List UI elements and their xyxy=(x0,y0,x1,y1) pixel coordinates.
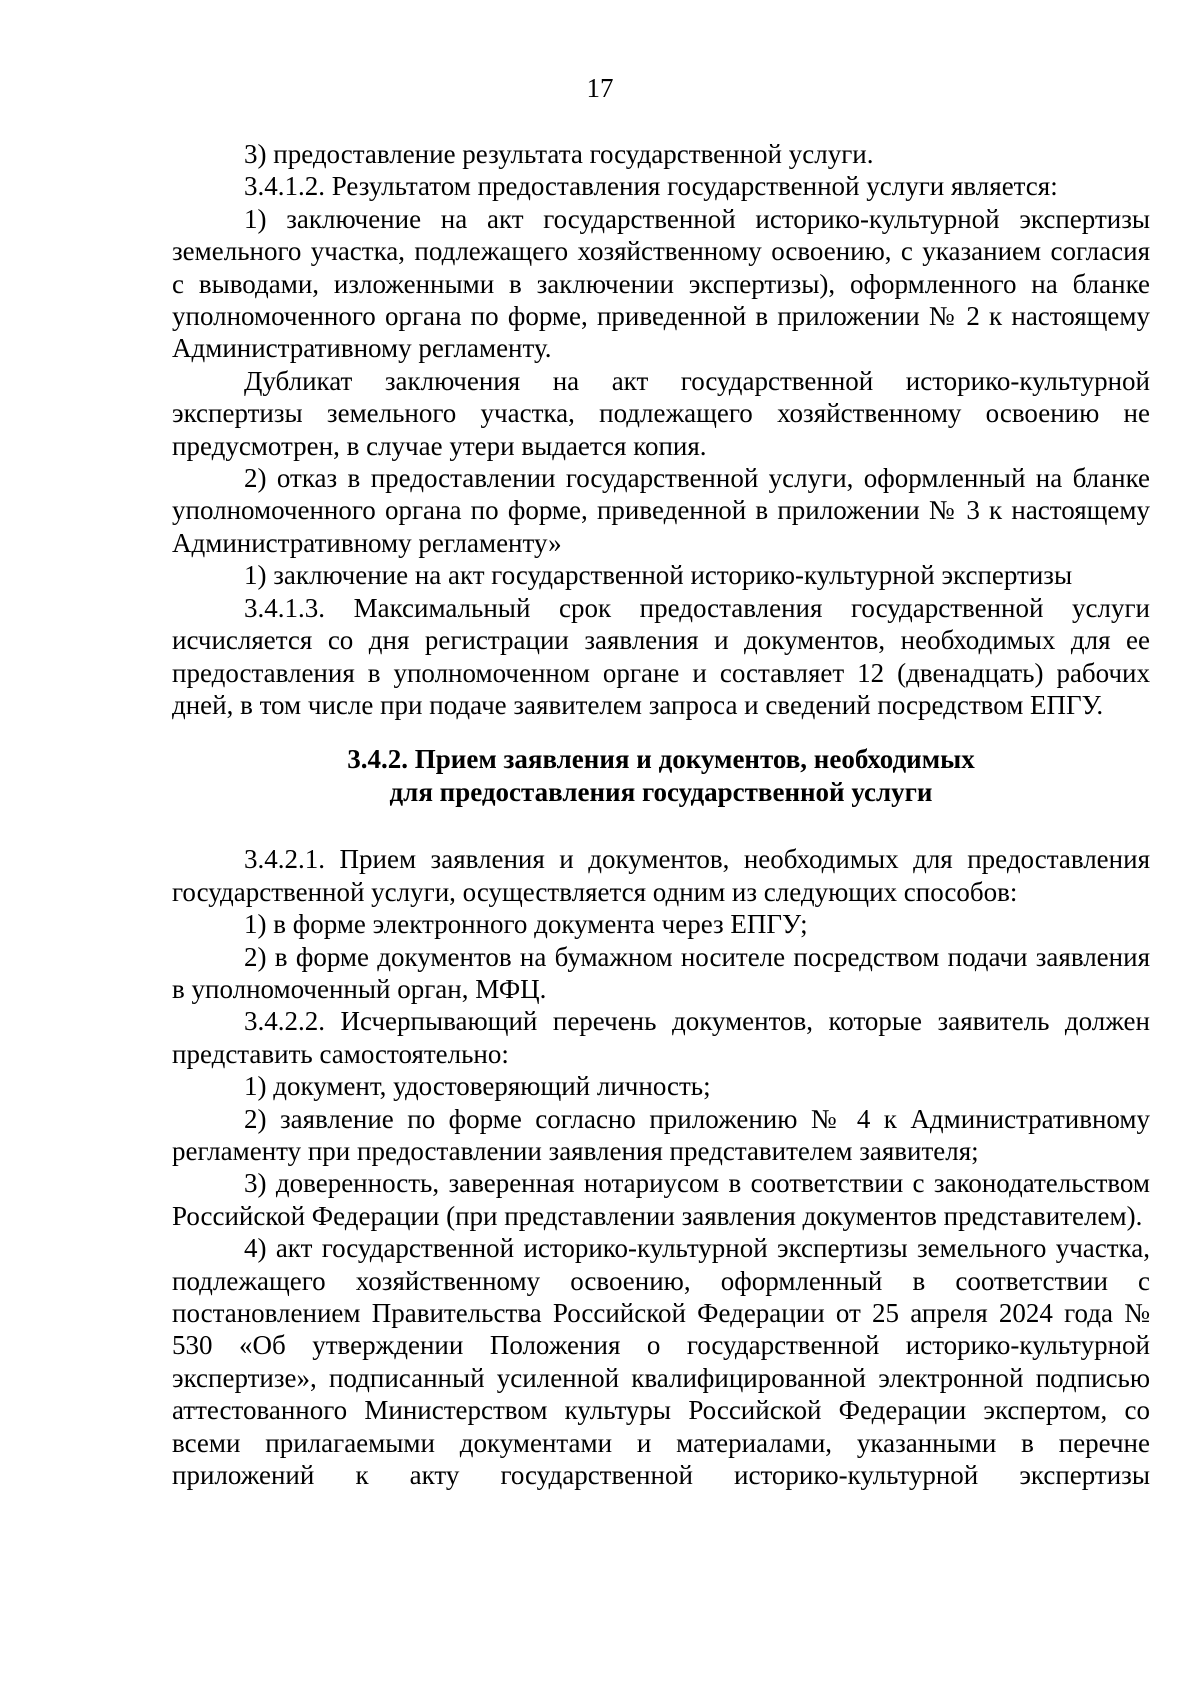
paragraph: 3.4.1.3. Максимальный срок предоставления государственной услуги исчисляется со дня регистрации заявления и документов, необходимых для ее предоставления в уполномоченном органе и составляет 12 (двенадцать) рабочих дней, в том числе при подаче заявителем запроса и сведений посредством ЕПГУ. xyxy=(172,592,1150,720)
paragraph: 3) предоставление результата государственной услуги. xyxy=(244,139,874,169)
paragraph: 1) в форме электронного документа через ЕПГУ; xyxy=(244,909,808,940)
paragraph: 1) документ, удостоверяющий личность; xyxy=(244,1071,711,1102)
paragraph: 3.4.2.1. Прием заявления и документов, необходимых для предоставления государственной услуги, осуществляется одним из следующих способов: xyxy=(172,844,1150,907)
paragraph: Дубликат заключения на акт государственной историко-культурной экспертизы земельного участка, подлежащего хозяйственному освоению не предусмотрен, в случае утери выдается копия. xyxy=(172,365,1150,461)
paragraph: 4) акт государственной историко-культурной экспертизы земельного участка, подлежащего хозяйственному освоению, оформленный в соответствии с постановлением Правительства Российской Федерации от 25 апреля 2024 года № 530 «Об утверждении Положения о государственной историко-культурной экспертизе», подписанный усиленной квалифицированной электронной подписью аттестованного Министерством культуры Российской Федерации экспертом, со всеми прилагаемыми документами и материалами, указанными в перечне приложений к акту государственной историко-культурной экспертизы xyxy=(172,1233,1150,1491)
paragraph: 1) заключение на акт государственной историко-культурной экспертизы xyxy=(244,560,1073,591)
paragraph: 3.4.1.2. Результатом предоставления государственной услуги является: xyxy=(244,171,1058,202)
paragraph: 3) доверенность, заверенная нотариусом в соответствии с законодательством Российской Федерации (при представлении заявления документов представителем). xyxy=(172,1168,1150,1231)
document-body xyxy=(172,138,1150,1491)
section-heading xyxy=(172,743,1150,809)
section-heading-line: 3.4.2. Прием заявления и документов, необходимых xyxy=(347,744,975,775)
section-heading-line: для предоставления государственной услуги xyxy=(389,777,933,808)
paragraph: 2) в форме документов на бумажном носителе посредством подачи заявления в уполномоченный орган, МФЦ. xyxy=(172,941,1150,1004)
page-number: 17 xyxy=(586,73,614,103)
paragraph: 2) заявление по форме согласно приложению № 4 к Административному регламенту при предоставлении заявления представителем заявителя; xyxy=(172,1103,1150,1166)
paragraph: 3.4.2.2. Исчерпывающий перечень документов, которые заявитель должен представить самостоятельно: xyxy=(172,1006,1150,1069)
paragraph: 1) заключение на акт государственной историко-культурной экспертизы земельного участка, подлежащего хозяйственному освоению, с указанием согласия с выводами, изложенными в заключении экспертизы), оформленного на бланке уполномоченного органа по форме, приведенной в приложении № 2 к настоящему Административному регламенту. xyxy=(172,203,1150,364)
paragraph: 2) отказ в предоставлении государственной услуги, оформленный на бланке уполномоченного органа по форме, приведенной в приложении № 3 к настоящему Административному регламенту» xyxy=(172,463,1150,558)
